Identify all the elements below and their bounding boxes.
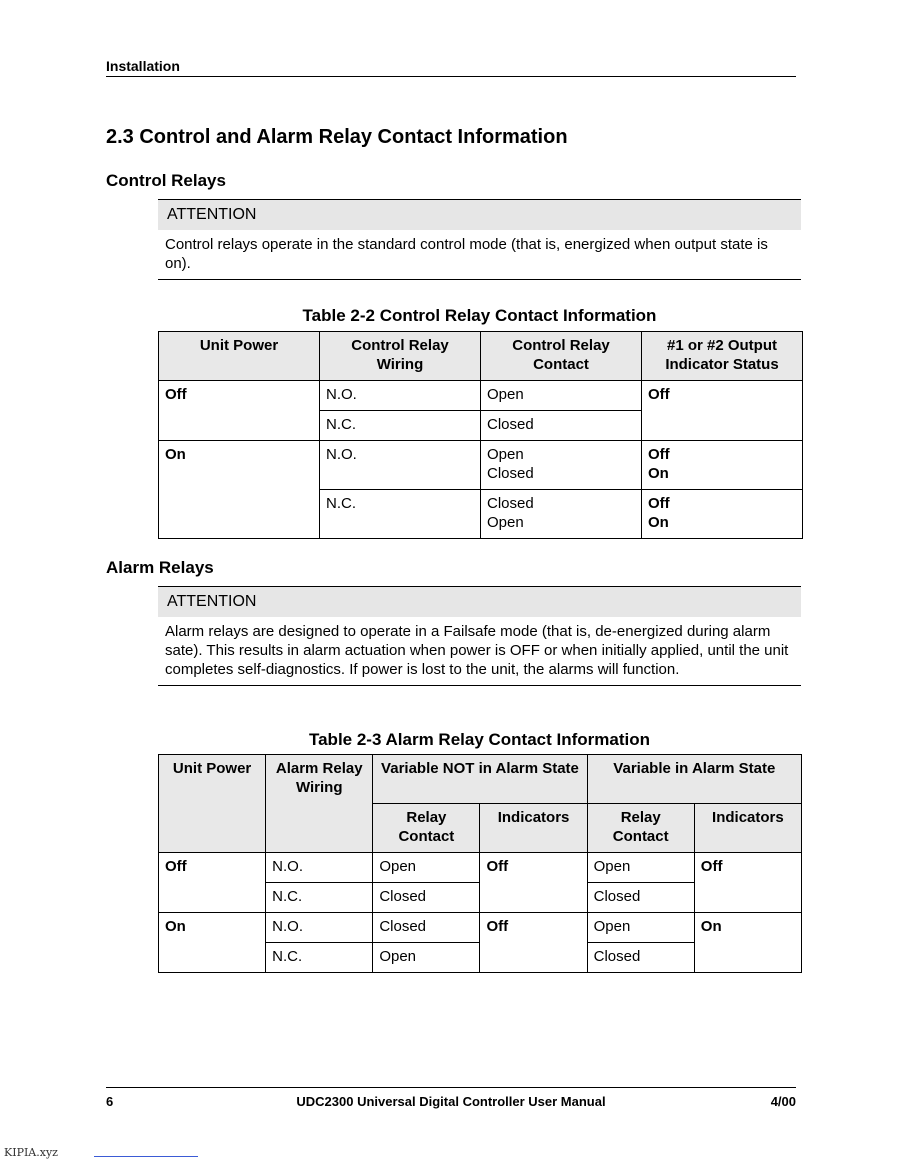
cell-line: Open (487, 514, 524, 531)
cell-line: Off (648, 446, 670, 463)
table-cell: N.C. (266, 883, 373, 913)
table-cell: Open (373, 853, 480, 883)
attention-text: Control relays operate in the standard control mode (that is, energized when output state is on). (165, 236, 768, 272)
table-cell: N.O. (320, 441, 481, 490)
section-title: 2.3 Control and Alarm Relay Contact Information (106, 126, 568, 148)
table-header-row (159, 755, 802, 804)
table-cell: Open (373, 943, 480, 973)
table-cell: Off (159, 381, 320, 441)
manual-title: UDC2300 Universal Digital Controller User Manual (296, 1094, 606, 1109)
table-cell: Closed (587, 943, 694, 973)
table-cell: N.C. (266, 943, 373, 973)
table-2-2-caption: Table 2-2 Control Relay Contact Information (302, 306, 657, 325)
table-cell: Open (587, 913, 694, 943)
control-relays-heading: Control Relays (106, 171, 226, 190)
attention-title: ATTENTION (158, 200, 801, 230)
table-header-row (159, 332, 803, 381)
alarm-relays-heading: Alarm Relays (106, 558, 214, 577)
cell-line: On (648, 465, 669, 482)
footer-date: 4/00 (770, 1094, 796, 1109)
table-cell (642, 441, 803, 490)
watermark-link-underline[interactable] (94, 1156, 198, 1157)
col-header: Variable NOT in Alarm State (373, 755, 587, 804)
table-row (159, 853, 802, 883)
control-attention-box (158, 199, 801, 280)
col-header: Unit Power (159, 755, 266, 853)
col-subheader: Relay Contact (373, 804, 480, 853)
alarm-attention-box (158, 586, 801, 686)
table-cell: Closed (373, 913, 480, 943)
table-cell: N.O. (320, 381, 481, 411)
table-cell: On (159, 913, 266, 973)
table-cell: Open (481, 381, 642, 411)
cell-line: Closed (487, 495, 534, 512)
col-header: Unit Power (159, 332, 320, 381)
attention-text: Alarm relays are designed to operate in a Failsafe mode (that is, de-energized during alarm sate). This results in alarm actuation when power is OFF or when initially applied, until the unit completes self-diagnostics. If power is lost to the unit, the alarms will function. (165, 623, 789, 678)
table-cell: Closed (373, 883, 480, 913)
table-cell: On (694, 913, 801, 973)
watermark: KIPIA.xyz (4, 1146, 58, 1159)
running-header-title: Installation (106, 58, 180, 74)
table-cell: N.C. (320, 490, 481, 539)
table-cell: Open (587, 853, 694, 883)
col-subheader: Indicators (694, 804, 801, 853)
footer-rule (106, 1087, 796, 1088)
control-relay-table (158, 331, 803, 539)
running-header (106, 58, 796, 77)
table-cell: Off (642, 381, 803, 441)
table-row (159, 913, 802, 943)
table-cell: Off (480, 853, 587, 913)
col-header: #1 or #2 Output Indicator Status (642, 332, 803, 381)
table-cell (481, 490, 642, 539)
table-cell (481, 441, 642, 490)
table-2-3-caption: Table 2-3 Alarm Relay Contact Information (308, 730, 650, 749)
col-subheader: Indicators (480, 804, 587, 853)
table-cell: N.O. (266, 853, 373, 883)
attention-title: ATTENTION (158, 587, 801, 617)
table-cell: On (159, 441, 320, 539)
table-row (159, 441, 803, 490)
table-cell: N.C. (320, 411, 481, 441)
table-row (159, 381, 803, 411)
cell-line: Closed (487, 465, 534, 482)
col-header: Variable in Alarm State (587, 755, 801, 804)
table-cell: Closed (481, 411, 642, 441)
alarm-relay-table (158, 754, 802, 973)
page-number: 6 (106, 1094, 114, 1109)
table-cell: Off (480, 913, 587, 973)
table-cell: Off (694, 853, 801, 913)
col-header: Control Relay Wiring (320, 332, 481, 381)
table-cell: Closed (587, 883, 694, 913)
cell-line: Off (648, 495, 670, 512)
table-cell: Off (159, 853, 266, 913)
col-header: Alarm Relay Wiring (266, 755, 373, 853)
col-subheader: Relay Contact (587, 804, 694, 853)
cell-line: Open (487, 446, 524, 463)
cell-line: On (648, 514, 669, 531)
col-header: Control Relay Contact (481, 332, 642, 381)
table-cell (642, 490, 803, 539)
table-cell: N.O. (266, 913, 373, 943)
